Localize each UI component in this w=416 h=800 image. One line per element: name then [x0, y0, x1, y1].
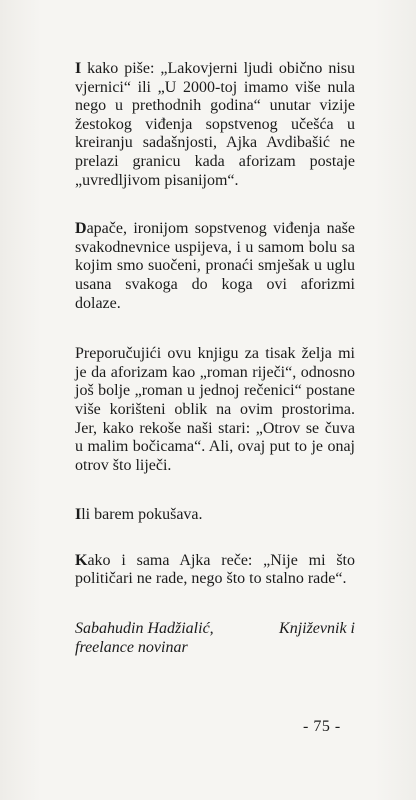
paragraph-3-text: Preporučujići ovu knjigu za tisak želja mi je da aforizam kao „roman riječi“, odnosno još bolje „roman u jednoj rečenici“ postane više korišteni oblik na ovim prostorima. Jer, kako rekoše naši stari: „Otrov se čuva u malim bočicama“. Ali, ovaj put to je onaj otrov što liječi. [75, 345, 355, 474]
paragraph-4-lead: I [75, 506, 82, 524]
paragraph-1 [75, 60, 355, 190]
signature-role: Književnik i [279, 620, 355, 638]
page-number: - 75 - [303, 718, 341, 735]
paragraph-3 [75, 345, 355, 475]
paragraph-5-text: ako i sama Ajka reče: „Nije mi što političari ne rade, nego što to stalno rade“. [75, 551, 355, 588]
signature [75, 620, 355, 657]
paragraph-2 [75, 220, 355, 313]
paragraph-1-text: kako piše: „Lakovjerni ljudi obično nisu vjernici“ ili „U 2000-toj imamo više nula nego u prethodnih godina“ unutar vizije žestokog viđenja sopstvenog učešća u kreiranju sadašnjosti, Ajka Avdibašić ne prelazi granicu kada aforizam postaje „uvredljivom pisanijom“. [75, 60, 355, 189]
paragraph-1-lead: I [75, 60, 82, 77]
signature-line-1 [75, 620, 355, 639]
paragraph-2-text: apače, ironijom sopstvenog viđenja naše svakodnevnice uspijeva, i u samom bolu sa kojim smo suočeni, pronaći smješak u uglu usana svakoga do koga ovi aforizmi dolaze. [75, 220, 355, 312]
signature-name: Sabahudin Hadžialić, [75, 620, 214, 638]
paragraph-5-lead: K [75, 551, 88, 569]
signature-line-2: freelance novinar [75, 638, 188, 656]
paragraph-4-text: li barem pokušava. [81, 506, 203, 524]
paragraph-5 [75, 552, 355, 589]
paragraph-2-lead: D [75, 220, 87, 238]
body-text [75, 60, 355, 657]
paragraph-4 [75, 506, 355, 525]
